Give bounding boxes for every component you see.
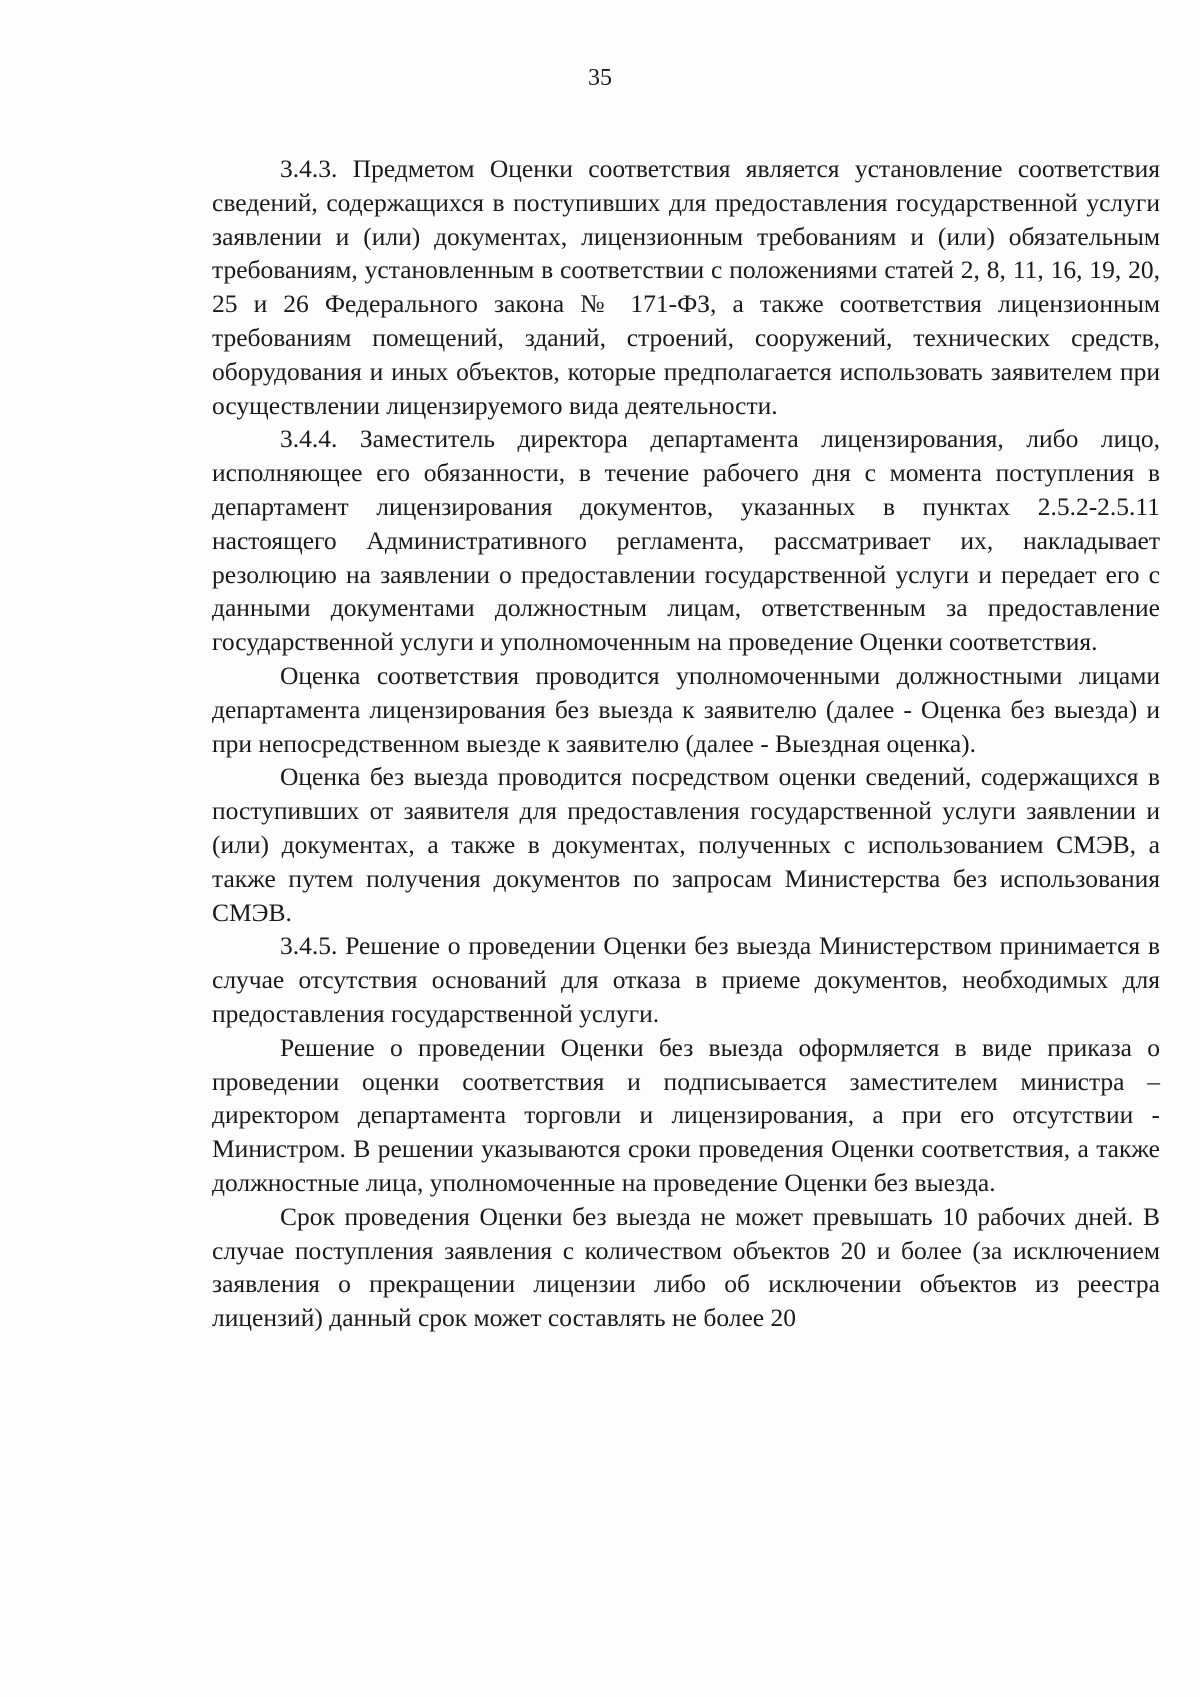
paragraph-3-4-3: 3.4.3. Предметом Оценки соответствия является установление соответствия сведений, содержащихся в поступивших для предоставления государственной услуги заявлении и (или) документах, лицензионным требованиям и (или) обязательным требованиям, установленным в соответствии с положениями статей 2, 8, 11, 16, 19, 20, 25 и 26 Федерального закона № 171-ФЗ, а также соответствия лицензионным требованиям помещений, зданий, строений, сооружений, технических средств, оборудования и иных объектов, которые предполагается использовать заявителем при осуществлении лицензируемого вида деятельности.	[212, 154, 1160, 420]
paragraph-decision-order: Решение о проведении Оценки без выезда оформляется в виде приказа о проведении оценки соответствия и подписывается заместителем министра – директором департамента торговли и лицензирования, а при его отсутствии - Министром. В решении указываются сроки проведения Оценки соответствия, а также должностные лица, уполномоченные на проведение Оценки без выезда.	[212, 1032, 1160, 1197]
paragraph-remote-assessment: Оценка без выезда проводится посредством оценки сведений, содержащихся в поступивших от заявителя для предоставления государственной услуги заявлении и (или) документах, а также в документах, полученных с использованием СМЭВ, а также путем получения документов по запросам Министерства без использования СМЭВ.	[212, 762, 1160, 927]
paragraph-assessment-term: Срок проведения Оценки без выезда не может превышать 10 рабочих дней. В случае поступления заявления с количеством объектов 20 и более (за исключением заявления о прекращении лицензии либо об исключении объектов из реестра лицензий) данный срок может составлять не более 20	[212, 1201, 1160, 1333]
paragraph-3-4-4: 3.4.4. Заместитель директора департамента лицензирования, либо лицо, исполняющее его обязанности, в течение рабочего дня с момента поступления в департамент лицензирования документов, указанных в пунктах 2.5.2-2.5.11 настоящего Административного регламента, рассматривает их, накладывает резолюцию на заявлении о предоставлении государственной услуги и передает его с данными документами должностным лицам, ответственным за предоставление государственной услуги и уполномоченным на проведение Оценки соответствия.	[212, 424, 1160, 657]
paragraph-3-4-5: 3.4.5. Решение о проведении Оценки без выезда Министерством принимается в случае отсутствия оснований для отказа в приеме документов, необходимых для предоставления государственной услуги.	[212, 931, 1160, 1028]
page-number: 35	[588, 65, 612, 91]
paragraph-assessment-methods: Оценка соответствия проводится уполномоченными должностными лицами департамента лицензирования без выезда к заявителю (далее - Оценка без выезда) и при непосредственном выезде к заявителю (далее - Выездная оценка).	[212, 660, 1160, 758]
document-body	[212, 152, 1160, 1335]
